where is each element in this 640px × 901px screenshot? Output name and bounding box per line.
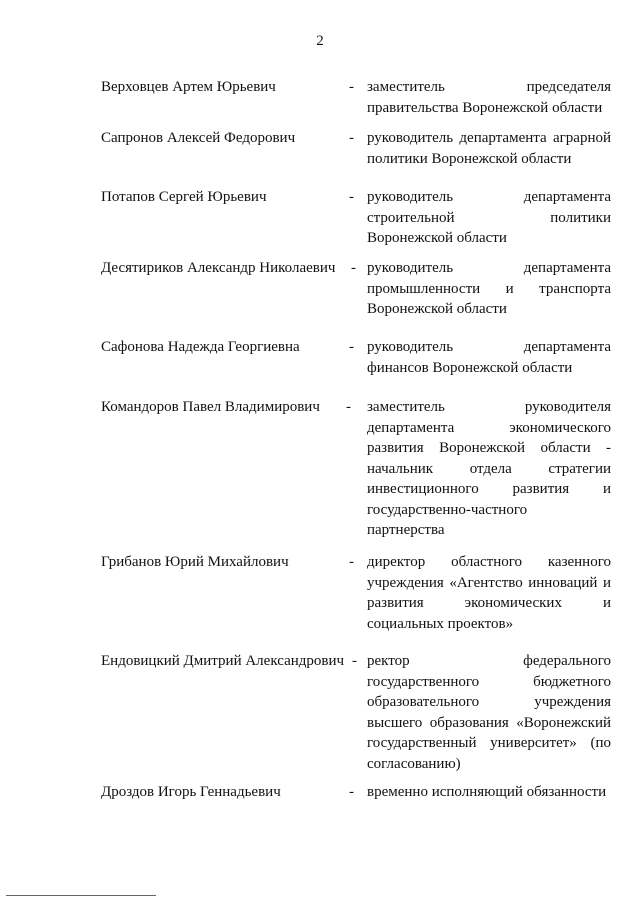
position-line: финансов Воронежской области	[367, 359, 573, 376]
separator-dash: -	[349, 554, 354, 570]
position-line: руководитель департамента	[367, 189, 611, 205]
person-name: Грибанов Юрий Михайлович	[101, 554, 289, 570]
position-line: социальных проектов»	[367, 615, 514, 632]
position-line: согласованию)	[367, 755, 461, 772]
page-edge-line	[6, 895, 156, 896]
position-line: развития экономических и	[367, 595, 611, 611]
person-name: Потапов Сергей Юрьевич	[101, 189, 267, 205]
position-line: руководитель департамента	[367, 260, 611, 276]
person-position	[367, 552, 611, 634]
position-line: временно исполняющий обязанности	[367, 784, 607, 800]
person-position	[367, 782, 611, 803]
position-line: высшего образования «Воронежский	[367, 714, 611, 731]
person-position	[367, 128, 611, 169]
position-line: учреждения «Агентство инноваций и	[367, 574, 611, 591]
position-line: департамента экономического	[367, 419, 611, 436]
person-position	[367, 337, 611, 378]
position-line: государственный университет» (по	[367, 735, 611, 751]
position-line: директор областного казенного	[367, 554, 611, 570]
person-position	[367, 187, 611, 249]
separator-dash: -	[349, 189, 354, 205]
position-line: партнерства	[367, 522, 445, 538]
person-position	[367, 258, 611, 320]
separator-dash: -	[349, 339, 354, 355]
position-line: промышленности и транспорта	[367, 280, 611, 297]
position-line: государственно-частного	[367, 501, 528, 518]
position-line: заместитель руководителя	[367, 399, 611, 415]
person-name: Сапронов Алексей Федорович	[101, 130, 296, 146]
separator-dash: -	[351, 260, 356, 276]
person-name: Десятириков Александр Николаевич	[101, 260, 336, 276]
position-line: инвестиционного развития и	[367, 481, 611, 497]
position-line: ректор федерального	[367, 653, 611, 669]
person-name: Командоров Павел Владимирович	[101, 399, 320, 415]
person-name: Дроздов Игорь Геннадьевич	[101, 784, 281, 800]
separator-dash: -	[349, 130, 354, 146]
person-name: Ендовицкий Дмитрий Александрович	[101, 653, 345, 669]
position-line: строительной политики	[367, 209, 611, 226]
position-line: Воронежской области	[367, 301, 507, 317]
person-position	[367, 651, 611, 774]
person-name: Сафонова Надежда Георгиевна	[101, 339, 300, 355]
position-line: заместитель председателя	[367, 79, 611, 95]
position-line: развития Воронежской области -	[367, 440, 611, 456]
person-position	[367, 397, 611, 541]
position-line: Воронежской области	[367, 230, 507, 246]
person-name: Верховцев Артем Юрьевич	[101, 79, 276, 95]
position-line: начальник отдела стратегии	[367, 460, 611, 477]
page-number: 2	[316, 33, 324, 49]
position-line: образовательного учреждения	[367, 694, 611, 710]
position-line: руководитель департамента аграрной	[367, 130, 611, 146]
separator-dash: -	[349, 79, 354, 95]
separator-dash: -	[352, 653, 357, 669]
separator-dash: -	[346, 399, 351, 415]
separator-dash: -	[349, 784, 354, 800]
position-line: правительства Воронежской области	[367, 99, 603, 116]
position-line: руководитель департамента	[367, 339, 611, 355]
position-line: государственного бюджетного	[367, 673, 611, 690]
person-position	[367, 77, 611, 118]
position-line: политики Воронежской области	[367, 150, 572, 167]
